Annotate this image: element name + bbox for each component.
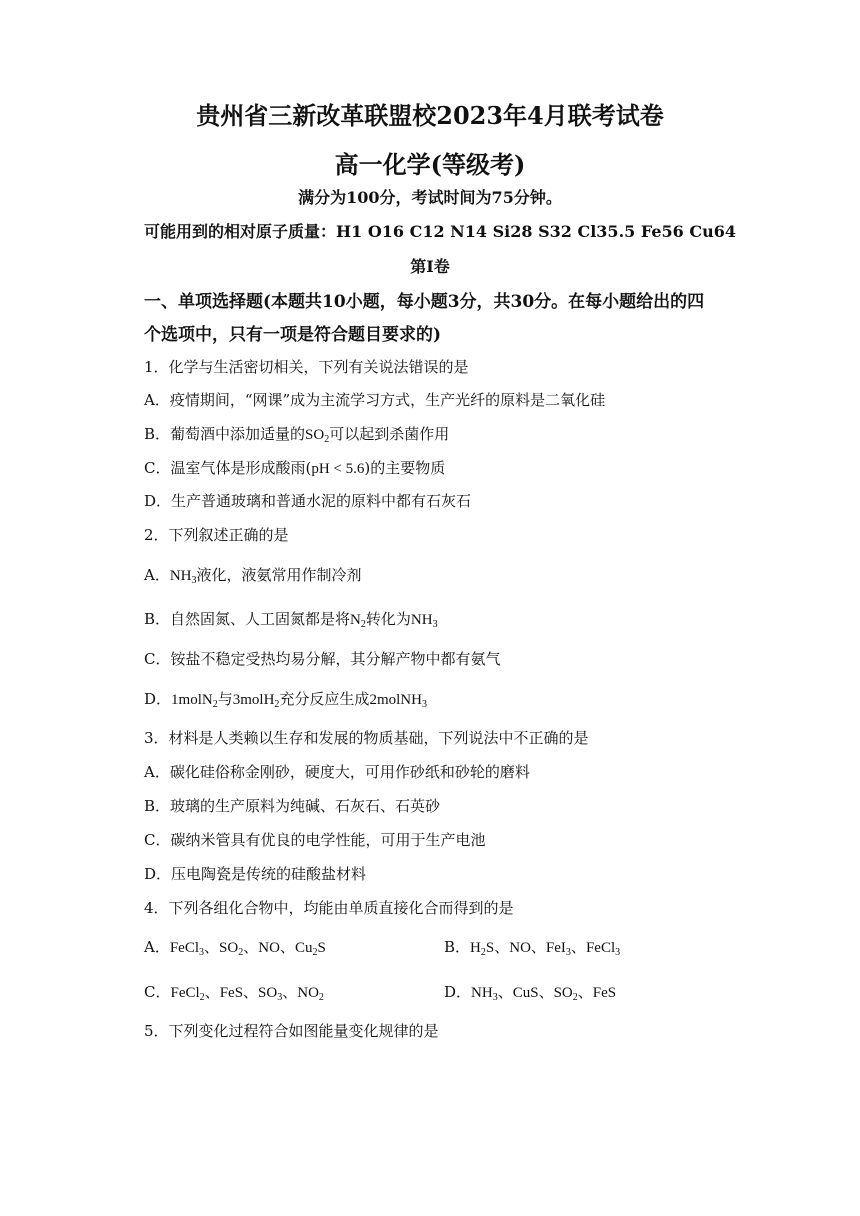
q1-option-d: D．生产普通玻璃和普通水泥的原料中都有石灰石	[144, 492, 472, 510]
q3-option-d: D．压电陶瓷是传统的硅酸盐材料	[144, 865, 367, 883]
q1-option-c: C．温室气体是形成酸雨(pH < 5.6)的主要物质	[144, 459, 446, 477]
q4-stem: 4．下列各组化合物中，均能由单质直接化合而得到的是	[144, 899, 514, 917]
q4-option-c: C．FeCl$_2$、FeS、$SO_3$、$NO_2$	[144, 983, 324, 1003]
section-heading-line2: 个选项中，只有一项是符合题目要求的)	[144, 325, 442, 345]
exam-info: 满分为100分，考试时间为75分钟。	[298, 188, 562, 207]
q2-option-d: D．1molN$_2$与3molH$_2$充分反应生成2molNH$_3$	[144, 690, 427, 710]
q1-option-b: B．葡萄酒中添加适量的$SO_2$可以起到杀菌作用	[144, 425, 450, 445]
q3-option-b: B．玻璃的生产原料为纯碱、石灰石、石英砂	[144, 797, 441, 815]
q4-option-a: A．FeCl$_3$、$SO_2$、NO、$Cu_2S$	[144, 938, 326, 958]
exam-subtitle: 高一化学(等级考)	[334, 150, 526, 179]
q2-stem: 2．下列叙述正确的是	[144, 526, 289, 544]
q3-option-a: A．碳化硅俗称金刚砂，硬度大，可用作砂纸和砂轮的磨料	[144, 763, 530, 781]
q4-option-b: B．$H_2S$、NO、FeI$_3$、FeCl$_3$	[444, 938, 621, 958]
section-heading-line1: 一、单项选择题(本题共10小题，每小题3分，共30分。在每小题给出的四	[144, 292, 705, 312]
q2-option-b: B．自然固氮、人工固氮都是将$N_2$转化为$NH_3$	[144, 610, 438, 630]
q2-option-c: C．铵盐不稳定受热均易分解，其分解产物中都有氨气	[144, 650, 501, 668]
volume-label: 第I卷	[410, 257, 450, 276]
q1-option-a: A．疫情期间，“网课”成为主流学习方式，生产光纤的原料是二氧化硅	[144, 391, 606, 409]
q5-stem: 5．下列变化过程符合如图能量变化规律的是	[144, 1022, 439, 1040]
atomic-masses: 可能用到的相对原子质量：H1 O16 C12 N14 Si28 S32 Cl35.5 Fe56 Cu64	[144, 222, 736, 241]
exam-title: 贵州省三新改革联盟校2023年4月联考试卷	[196, 101, 664, 130]
q3-option-c: C．碳纳米管具有优良的电学性能，可用于生产电池	[144, 831, 486, 849]
q1-stem: 1．化学与生活密切相关，下列有关说法错误的是	[144, 358, 469, 376]
q4-option-d: D．$NH_3$、CuS、$SO_2$、FeS	[444, 983, 617, 1003]
q3-stem: 3．材料是人类赖以生存和发展的物质基础，下列说法中不正确的是	[144, 729, 589, 747]
q2-option-a: A．$NH_3$液化，液氨常用作制冷剂	[144, 566, 362, 586]
